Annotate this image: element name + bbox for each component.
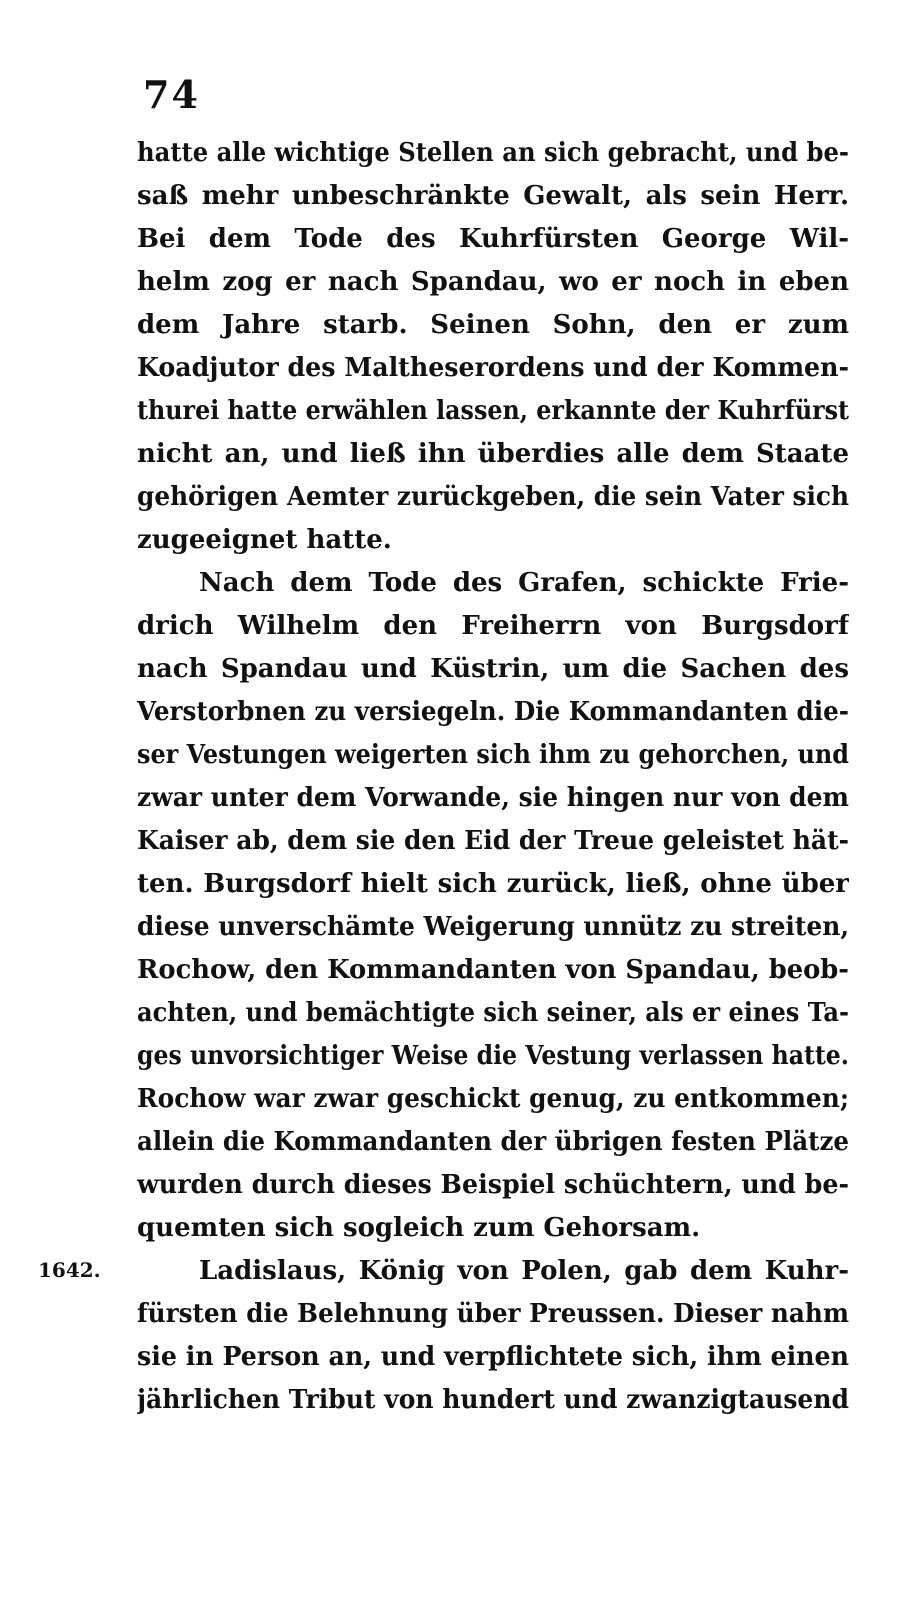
text-line: gehörigen Aemter zurückgeben, die sein Vater sich (137, 482, 849, 512)
text-line: thurei hatte erwählen lassen, erkannte der Kuhrfürst (137, 396, 849, 426)
body-text (137, 132, 849, 1422)
text-line: Kaiser ab, dem sie den Eid der Treue geleistet hät- (137, 826, 849, 856)
text-line: ser Vestungen weigerten sich ihm zu gehorchen, und (137, 740, 849, 770)
text-line: quemten sich sogleich zum Gehorsam. (137, 1213, 701, 1243)
text-line: zugeeignet hatte. (137, 525, 392, 555)
text-line: diese unverschämte Weigerung unnütz zu streiten, (137, 912, 849, 942)
text-line: sie in Person an, und verpflichtete sich, ihm einen (137, 1342, 849, 1372)
text-line: ges unvorsichtiger Weise die Vestung verlassen hatte. (137, 1041, 849, 1071)
text-line: allein die Kommandanten der übrigen festen Plätze (137, 1127, 849, 1157)
text-line: dem Jahre starb. Seinen Sohn, den er zum (137, 310, 849, 340)
text-line: drich Wilhelm den Freiherrn von Burgsdorf (137, 611, 849, 641)
text-line: Bei dem Tode des Kuhrfürsten George Wil- (137, 224, 849, 254)
text-line: jährlichen Tribut von hundert und zwanzigtausend (137, 1385, 849, 1415)
text-line: Koadjutor des Maltheserordens und der Kommen- (137, 353, 849, 383)
margin-year-note: 1642. (38, 1258, 101, 1282)
text-line: hatte alle wichtige Stellen an sich gebracht, und be- (137, 138, 849, 168)
text-line: zwar unter dem Vorwande, sie hingen nur von dem (137, 783, 849, 813)
text-line: Verstorbnen zu versiegeln. Die Kommandanten die- (137, 697, 849, 727)
text-line: helm zog er nach Spandau, wo er noch in eben (137, 267, 849, 297)
text-line: Rochow war zwar geschickt genug, zu entkommen; (137, 1084, 849, 1114)
text-line: achten, und bemächtigte sich seiner, als er eines Ta- (137, 998, 849, 1028)
text-line: nach Spandau und Küstrin, um die Sachen des (137, 654, 849, 684)
page-number: 74 (143, 72, 200, 117)
text-line: fürsten die Belehnung über Preussen. Dieser nahm (137, 1299, 849, 1329)
text-line: saß mehr unbeschränkte Gewalt, als sein Herr. (137, 181, 849, 211)
text-line: Rochow, den Kommandanten von Spandau, beob- (137, 955, 849, 985)
text-line: Ladislaus, König von Polen, gab dem Kuhr- (199, 1256, 849, 1286)
text-line: wurden durch dieses Beispiel schüchtern, und be- (137, 1170, 849, 1200)
text-line: Nach dem Tode des Grafen, schickte Frie- (199, 568, 849, 598)
text-line: nicht an, und ließ ihn überdies alle dem Staate (137, 439, 849, 469)
text-line: ten. Burgsdorf hielt sich zurück, ließ, ohne über (137, 869, 849, 899)
